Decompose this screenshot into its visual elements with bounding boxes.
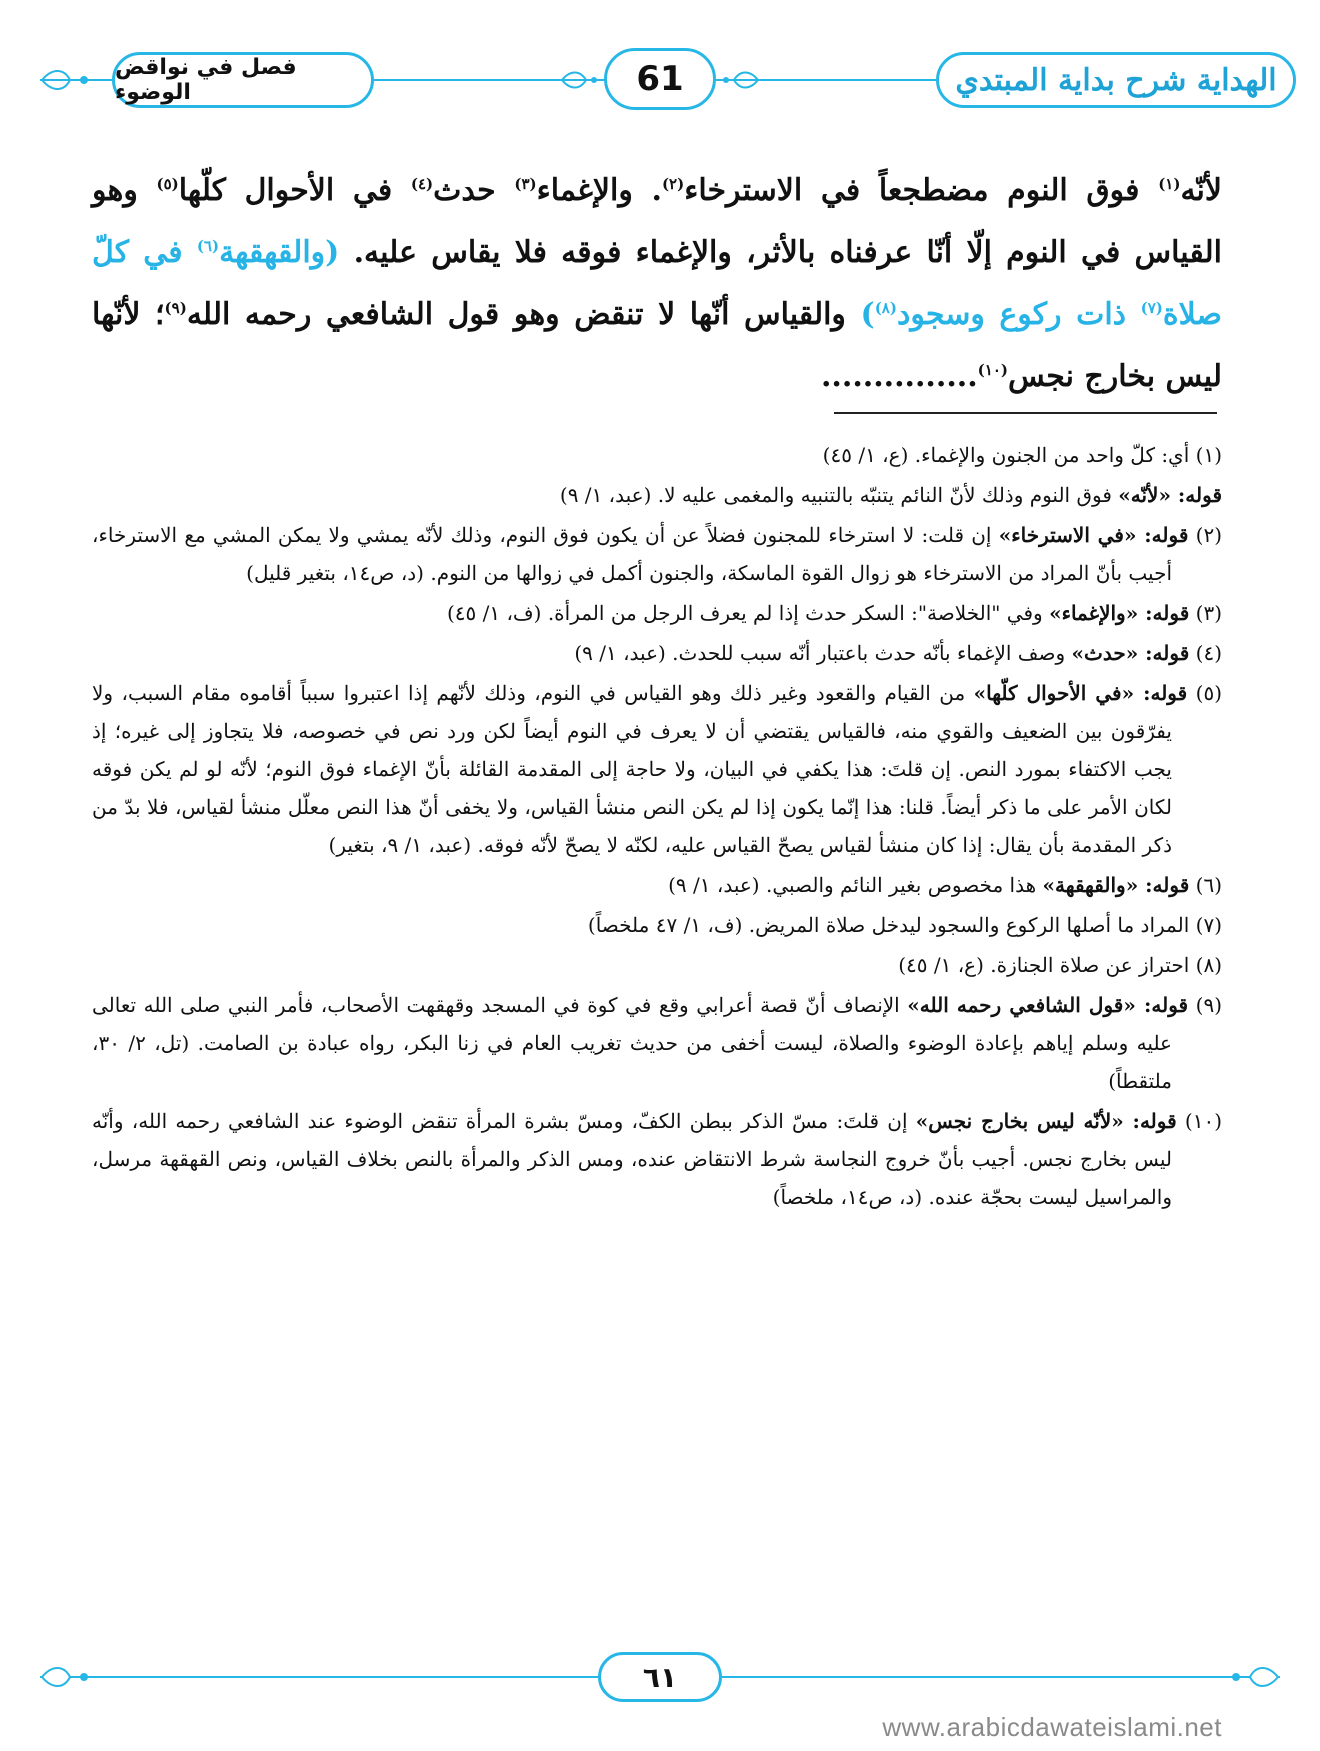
footnote (92, 436, 1222, 474)
footnote-number: (٦) (1195, 873, 1222, 897)
footnote-lead: قوله: «والإغماء» (1049, 601, 1190, 625)
text-segment: في كلّ صلاة (92, 235, 1222, 332)
text-segment: ) (860, 297, 875, 332)
footnote-text: احتراز عن صلاة الجنازة. (ع، ١/ ٤٥) (898, 953, 1190, 977)
footnote-number: (٧) (1195, 913, 1222, 937)
footnote-ref: (٣) (514, 175, 537, 193)
footer-ornament-right (1200, 1663, 1280, 1691)
footer-page-number-box (598, 1652, 722, 1702)
footnote-lead: قوله: «لأنّه» (1118, 483, 1222, 507)
footnote-text: إن قلتَ: مسّ الذكر ببطن الكفّ، ومسّ بشرة المرأة تنقض الوضوء عند الشافعي رحمه الله، وأنّه ليس بخارج نجس. أجيب بأنّ خروج النجاسة شرط الانتقاض عنده، ومس الذكر والمرأة بالنص بخلاف القياس، ونص القهقهة مرسل، والمراسيل ليست بحجّة عنده. (د، ص١٤، ملخصاً) (92, 1109, 1172, 1209)
footnote-lead: قوله: «في الاسترخاء» (998, 523, 1189, 547)
footnote-lead: قوله: «قول الشافعي رحمه الله» (907, 993, 1189, 1017)
footnote (92, 674, 1222, 864)
footnote (92, 986, 1222, 1100)
footnote-number: (٣) (1195, 601, 1222, 625)
footnote-lead: قوله: «حدث» (1071, 641, 1190, 665)
footnote (92, 516, 1222, 592)
footnote (92, 866, 1222, 904)
footnote-ref: (١٠) (977, 361, 1008, 379)
header-ornament-mid-right (720, 66, 760, 94)
book-title-cartouche (936, 52, 1296, 108)
footnote-text: وصف الإغماء بأنّه حدث باعتبار أنّه سبب للحدث. (عبد، ١/ ٩) (574, 641, 1066, 665)
footnote-ref: (٥) (156, 175, 179, 193)
text-segment: ذات ركوع وسجود (896, 297, 1127, 332)
footnote-number: (١٠) (1184, 1109, 1223, 1133)
footnote-text: فوق النوم وذلك لأنّ النائم يتنبّه بالتنبيه والمغمى عليه لا. (عبد، ١/ ٩) (559, 483, 1112, 507)
footnote-number: (٢) (1195, 523, 1222, 547)
text-segment: حدث (433, 173, 496, 208)
footer-page-number: ٦١ (642, 1660, 678, 1694)
footnote-text: المراد ما أصلها الركوع والسجود ليدخل صلاة المريض. (ف، ١/ ٤٧ ملخصاً) (587, 913, 1190, 937)
footnote-text: وفي "الخلاصة": السكر حدث إذا لم يعرف الرجل من المرأة. (ف، ١/ ٤٥) (446, 601, 1043, 625)
footnote-number: (٥) (1195, 681, 1222, 705)
footnote (92, 634, 1222, 672)
text-segment: ............... (820, 359, 978, 394)
footnote-text: من القيام والقعود وغير ذلك وهو القياس في النوم، وذلك لأنّهم إذا اعتبروا سبباً أقاموه مقام السبب، ولا يفرّقون بين الضعيف والقوي منه، فالقياس يقتضي أن لا يعرف في النوم أيضاً لكن ورد نص في خصوصه، فلا يتجاوز إلى غيره؛ إذ يجب الاكتفاء بمورد النص. إن قلتَ: هذا يكفي في البيان، ولا حاجة إلى المقدمة القائلة بأنّ الإغماء فوق النوم؛ لأنّه لو لم يكن فوقه لكان الأمر على ما ذكر أيضاً. قلنا: هذا إنّما يكون إذا لم يكن النص منشأ القياس، ولا يخفى أنّ هذا النص معلّل منشأ لقياس، فلا بدّ من ذكر المقدمة بأن يقال: إذا كان منشأ لقياس يصحّ القياس عليه، لكنّه لا يصحّ لأنّه فوقه. (عبد، ١/ ٩، بتغير) (92, 681, 1172, 857)
footer-rule-left (40, 1676, 598, 1678)
footnote-text: هذا مخصوص بغير النائم والصبي. (عبد، ١/ ٩) (668, 873, 1037, 897)
footnote-number: (٨) (1195, 953, 1222, 977)
footnote-lead: قوله: «لأنّه ليس بخارج نجس» (915, 1109, 1177, 1133)
main-paragraph (92, 160, 1222, 408)
text-segment: وهو القياس في النوم إلّا أنّا عرفناه بالأثر، والإغماء فوقه فلا يقاس عليه. (92, 173, 1223, 270)
footnotes (92, 436, 1222, 1218)
footnote-ref: (٩) (164, 299, 187, 317)
main-text (92, 160, 1222, 408)
footnote-lead: قوله: «والقهقهة» (1042, 873, 1190, 897)
footnote-ref: (٢) (661, 175, 685, 193)
text-segment: (والقهقهة (219, 235, 340, 270)
footnote (92, 1102, 1222, 1216)
footnote-text: أي: كلّ واحد من الجنون والإغماء. (ع، ١/ ٤٥) (822, 443, 1190, 467)
footnote (92, 946, 1222, 984)
footnote-ref: (٤) (410, 175, 434, 193)
header-ornament-mid (560, 66, 600, 94)
footnote-ref: (٧) (1140, 299, 1163, 317)
text-segment: في الأحوال كلّها (178, 173, 393, 208)
chapter-title: فصل في نواقض الوضوء (115, 55, 297, 105)
footer-rule-right (722, 1676, 1280, 1678)
footnote-lead: قوله: «في الأحوال كلّها» (973, 681, 1188, 705)
text-segment: ؛ لأنّها ليس بخارج نجس (92, 297, 1222, 394)
footnote (92, 476, 1222, 514)
footnote-ref: (٦) (196, 237, 220, 255)
text-segment: فوق النوم مضطجعاً في الاسترخاء (684, 173, 1140, 208)
footnote-text: الإنصاف أنّ قصة أعرابي وقع في كوة في المسجد وقهقهت الأصحاب، فأمر النبي صلى الله تعالى عليه وسلم إياهم بإعادة الوضوء والصلاة، ليست أخفى من حديث تغريب العام في زنا البكر، رواه عبادة بن الصامت. (تل، ٢/ ٣٠، ملتقطاً) (92, 993, 1172, 1093)
header-ornament-left (40, 66, 110, 94)
header-page-number: 61 (636, 59, 684, 99)
footnote-text: إن قلت: لا استرخاء للمجنون فضلاً عن أن يكون فوق النوم، وذلك لأنّه يمشي ولا يمكن المشي مع الاسترخاء، أجيب بأنّ المراد من الاسترخاء هو زوال القوة الماسكة، والجنون أكمل في زوالها من النوم. (د، ص١٤، بتغير قليل) (92, 523, 1172, 585)
chapter-title-cartouche (112, 52, 374, 108)
footnote-number: (٤) (1195, 641, 1222, 665)
footnote (92, 594, 1222, 632)
footer-ornament-left (40, 1663, 120, 1691)
footnote-ref: (٨) (874, 299, 897, 317)
text-segment: والقياس أنّها لا تنقض وهو قول الشافعي رحمه الله (186, 297, 846, 332)
footnote-number: (٩) (1195, 993, 1222, 1017)
footnote-ref: (١) (1158, 175, 1181, 193)
footnote-separator (834, 412, 1217, 414)
website-url: www.arabicdawateislami.net (882, 1712, 1222, 1742)
footnote-number: (١) (1195, 443, 1222, 467)
text-segment: لأنّه (1180, 173, 1223, 208)
book-title: الهداية شرح بداية المبتدي (955, 62, 1277, 98)
header-page-number-box (604, 48, 716, 110)
footnote (92, 906, 1222, 944)
text-segment: . والإغماء (536, 173, 662, 208)
